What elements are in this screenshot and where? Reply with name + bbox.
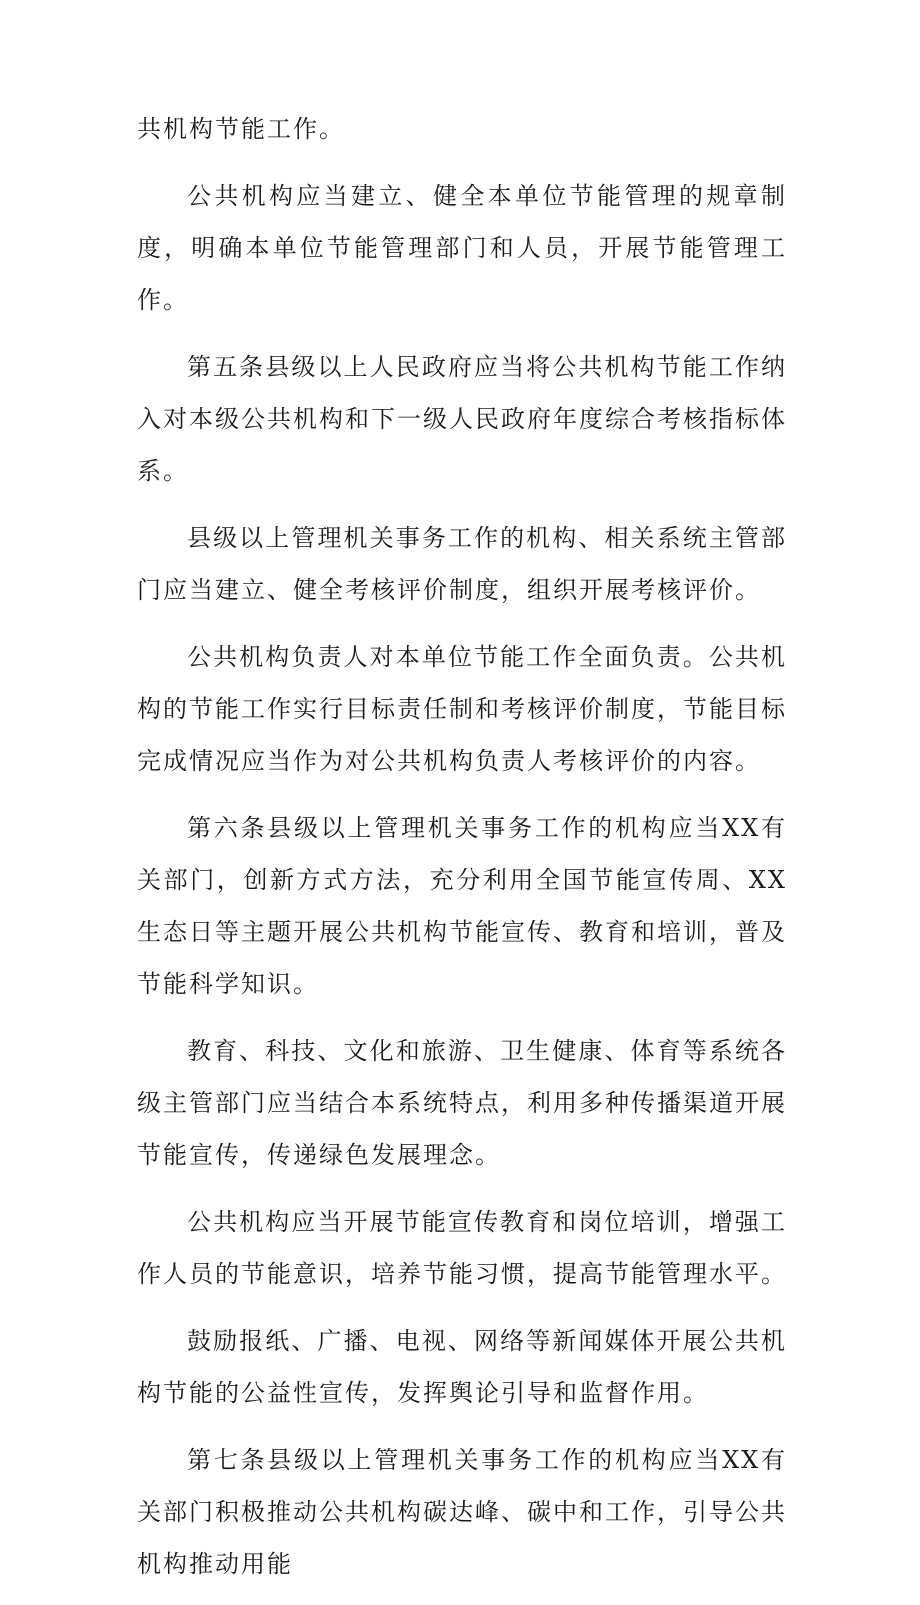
paragraph: 教育、科技、文化和旅游、卫生健康、体育等系统各级主管部门应当结合本系统特点，利用多种传播渠道开展节能宣传，传递绿色发展理念。 bbox=[137, 1037, 787, 1169]
paragraph: 公共机构负责人对本单位节能工作全面负责。公共机构的节能工作实行目标责任制和考核评价制度，节能目标完成情况应当作为对公共机构负责人考核评价的内容。 bbox=[137, 643, 787, 775]
paragraph: 公共机构应当建立、健全本单位节能管理的规章制度，明确本单位节能管理部门和人员，开展节能管理工作。 bbox=[137, 182, 787, 314]
paragraph-article-5: 第五条县级以上人民政府应当将公共机构节能工作纳入对本级公共机构和下一级人民政府年度综合考核指标体系。 bbox=[137, 353, 787, 485]
paragraph-article-7: 第七条县级以上管理机关事务工作的机构应当XX有关部门积极推动公共机构碳达峰、碳中和工作，引导公共机构推动用能 bbox=[137, 1446, 787, 1578]
paragraph: 公共机构应当开展节能宣传教育和岗位培训，增强工作人员的节能意识，培养节能习惯，提高节能管理水平。 bbox=[137, 1208, 787, 1288]
paragraph: 县级以上管理机关事务工作的机构、相关系统主管部门应当建立、健全考核评价制度，组织开展考核评价。 bbox=[137, 524, 787, 604]
paragraph-continued: 共机构节能工作。 bbox=[137, 115, 345, 143]
document-body bbox=[137, 103, 787, 1605]
paragraph: 鼓励报纸、广播、电视、网络等新闻媒体开展公共机构节能的公益性宣传，发挥舆论引导和监督作用。 bbox=[137, 1327, 787, 1407]
paragraph-article-6: 第六条县级以上管理机关事务工作的机构应当XX有关部门，创新方式方法，充分利用全国节能宣传周、XX生态日等主题开展公共机构节能宣传、教育和培训，普及节能科学知识。 bbox=[137, 814, 787, 998]
